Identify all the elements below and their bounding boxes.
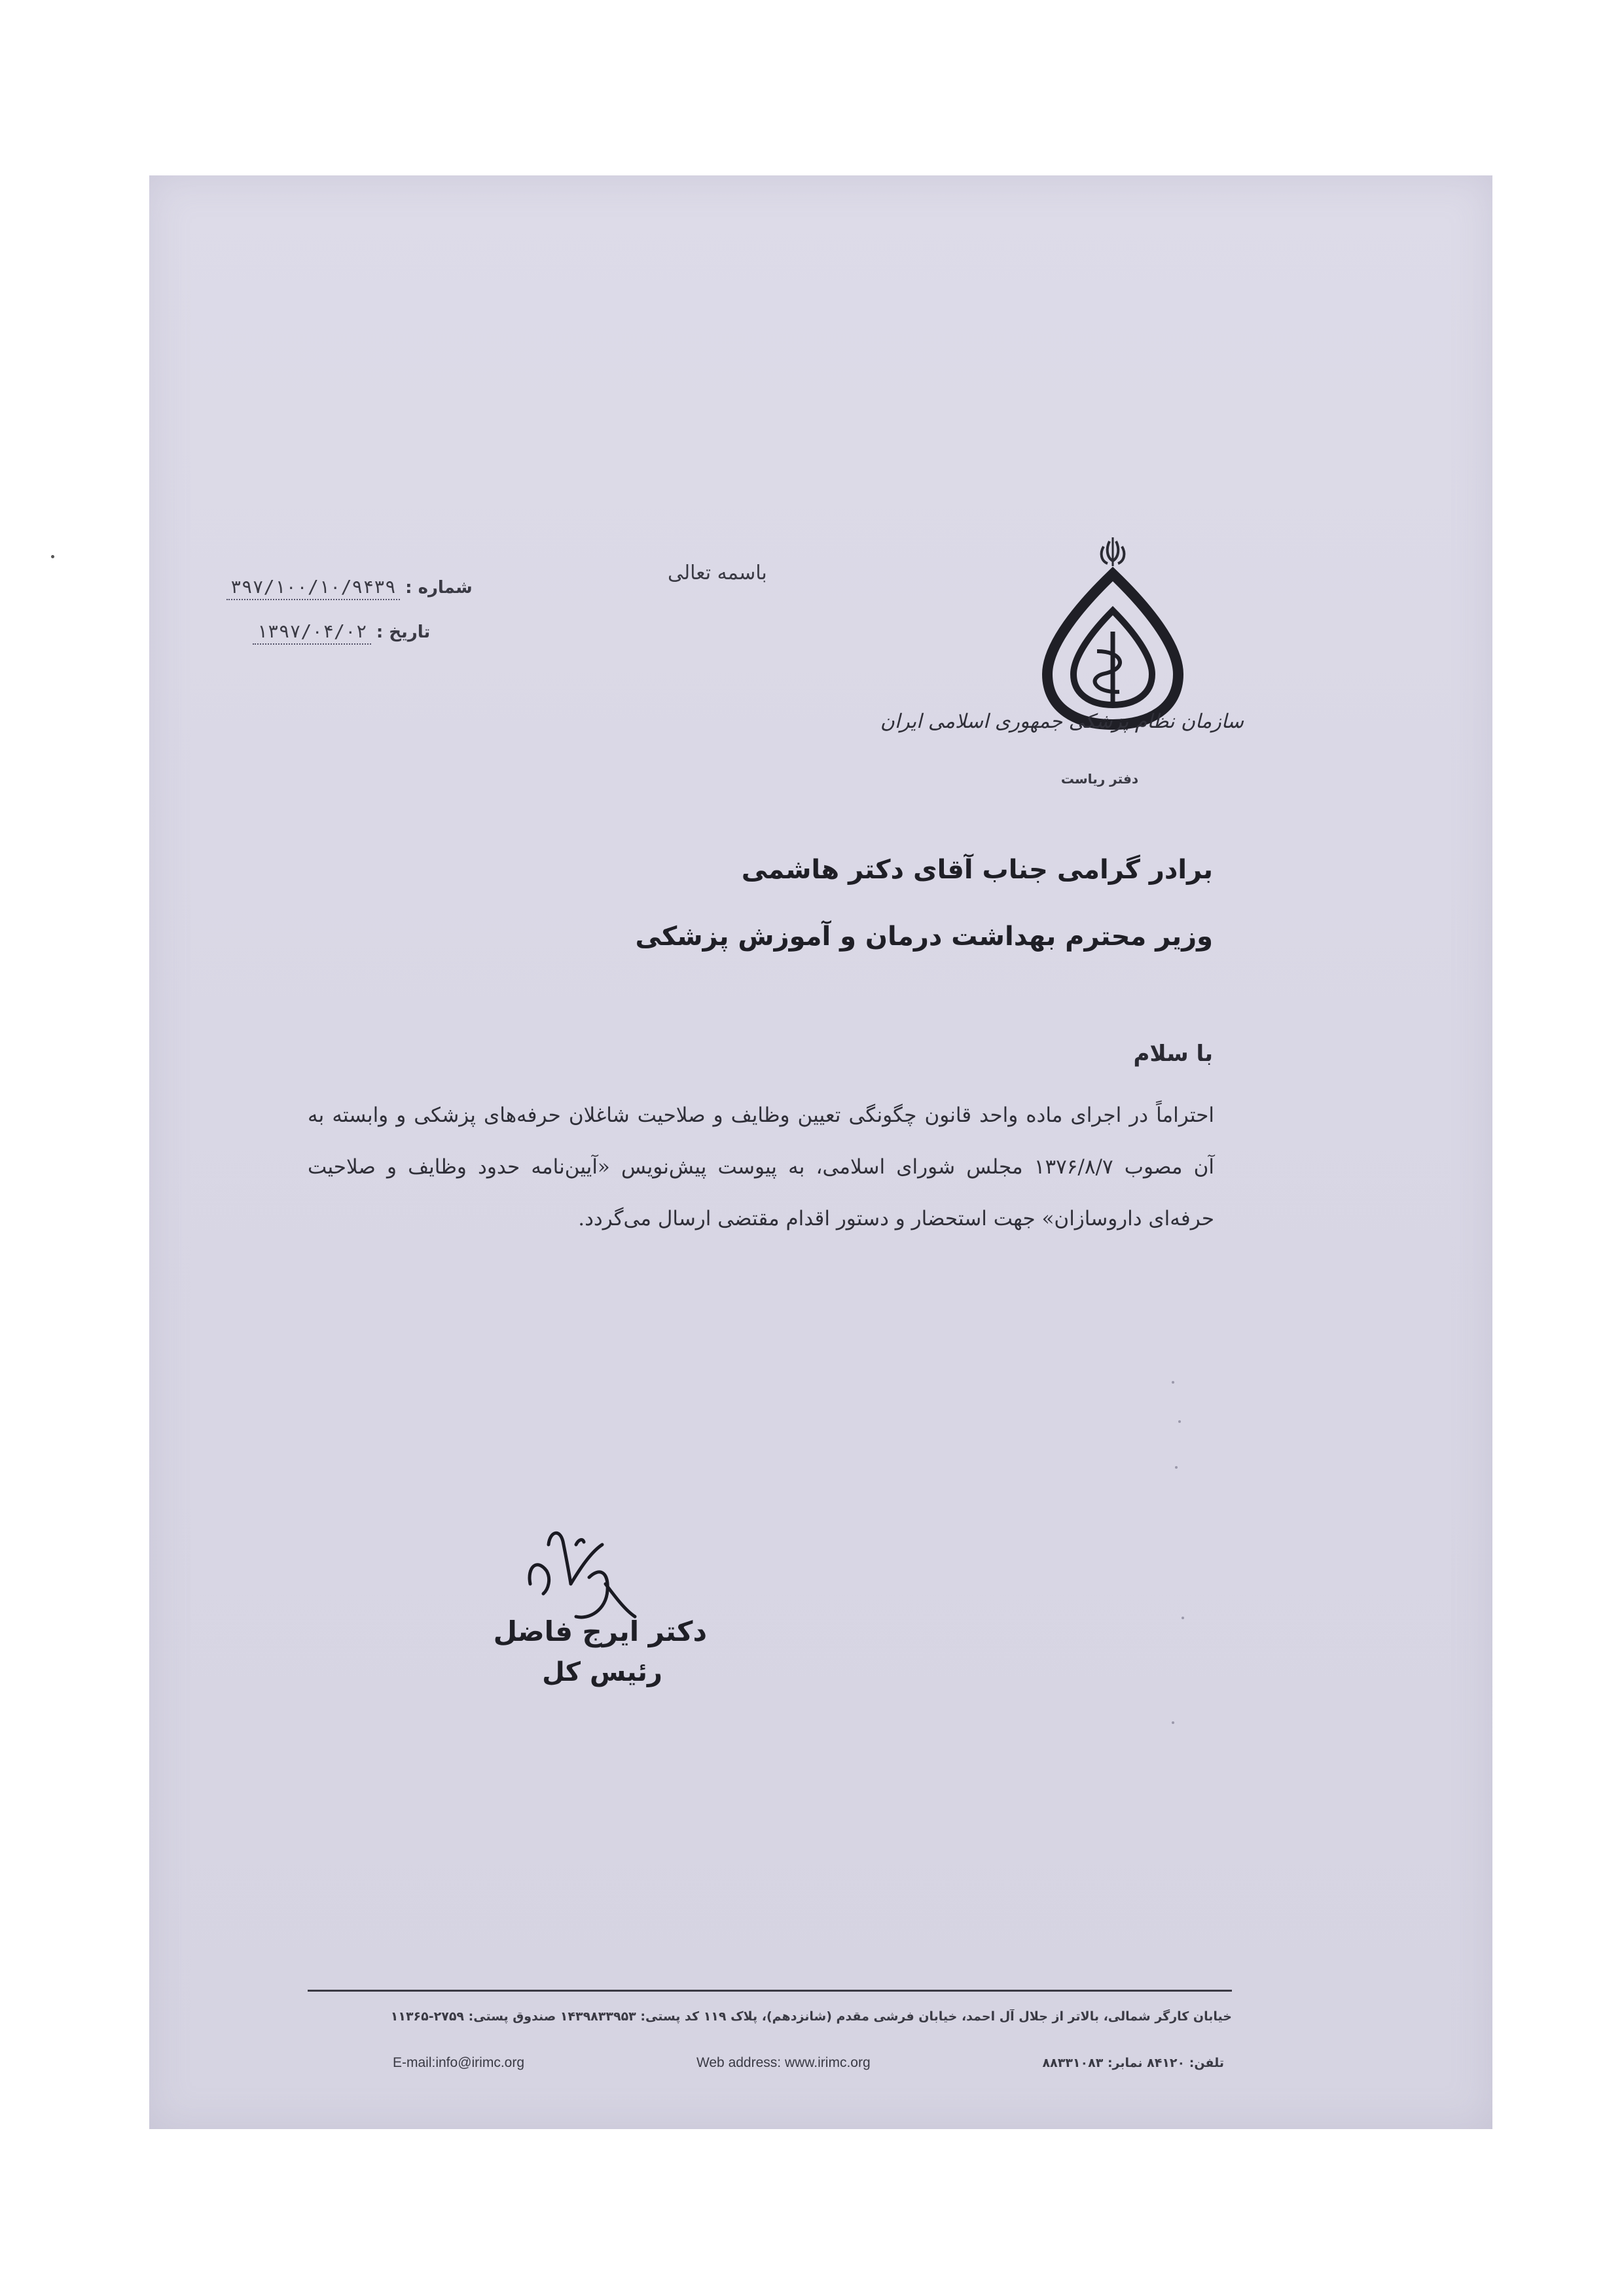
caduceus-icon — [1047, 574, 1178, 725]
office-name: دفتر ریاست — [1060, 771, 1139, 787]
recipient-title: وزیر محترم بهداشت درمان و آموزش پزشکی — [635, 922, 1213, 952]
letter-date — [249, 620, 430, 645]
footer-web: Web address: www.irimc.org — [696, 2055, 871, 2070]
footer-phone: تلفن: ۸۴۱۲۰ نمابر: ۸۸۳۳۱۰۸۳ — [1042, 2056, 1224, 2070]
org-name: سازمان نظام پزشکی جمهوری اسلامی ایران — [880, 710, 1244, 733]
letter-number — [223, 576, 473, 600]
recipient-name: برادر گرامی جناب آقای دکتر هاشمی — [741, 855, 1213, 885]
stray-mark — [51, 555, 54, 558]
footer-address: خیابان کارگر شمالی، بالاتر از جلال آل احمد، خیابان فرشی مقدم (شانزدهم)، پلاک ۱۱۹ کد پستی: ۱۴۳۹۸۳۳۹۵۳ صندوق پستی: ۲۷۵۹-۱۱۳۶۵ — [390, 2009, 1232, 2024]
body-paragraph: احتراماً در اجرای ماده واحد قانون چگونگی تعیین وظایف و صلاحیت شاغلان حرفه‌های پزشکی و وابسته به آن مصوب ۱۳۷۶/۸/۷ مجلس شورای اسلامی، به پیوست پیش‌نویس «آیین‌نامه حدود وظایف و صلاحیت حرفه‌ای داروسازان» جهت استحضار و دستور اقدام مقتضی ارسال می‌گردد. — [308, 1103, 1214, 1230]
invocation-text: باسمه تعالی — [668, 562, 767, 584]
signer-name: دکتر ایرج فاضل — [493, 1615, 707, 1647]
date-label: تاریخ : — [376, 622, 431, 642]
footer-contact — [393, 2055, 1224, 2071]
iran-emblem-icon — [1102, 537, 1125, 566]
greeting: با سلام — [1133, 1041, 1213, 1067]
number-label: شماره : — [405, 578, 473, 598]
footer-divider — [308, 1990, 1232, 1992]
footer-email: E-mail:info@irimc.org — [393, 2055, 525, 2070]
signer-title: رئیس کل — [542, 1657, 662, 1687]
number-value: ۳۹۷/۱۰۰/۱۰/۹۴۳۹ — [226, 576, 400, 600]
date-value: ۱۳۹۷/۰۴/۰۲ — [253, 620, 371, 645]
